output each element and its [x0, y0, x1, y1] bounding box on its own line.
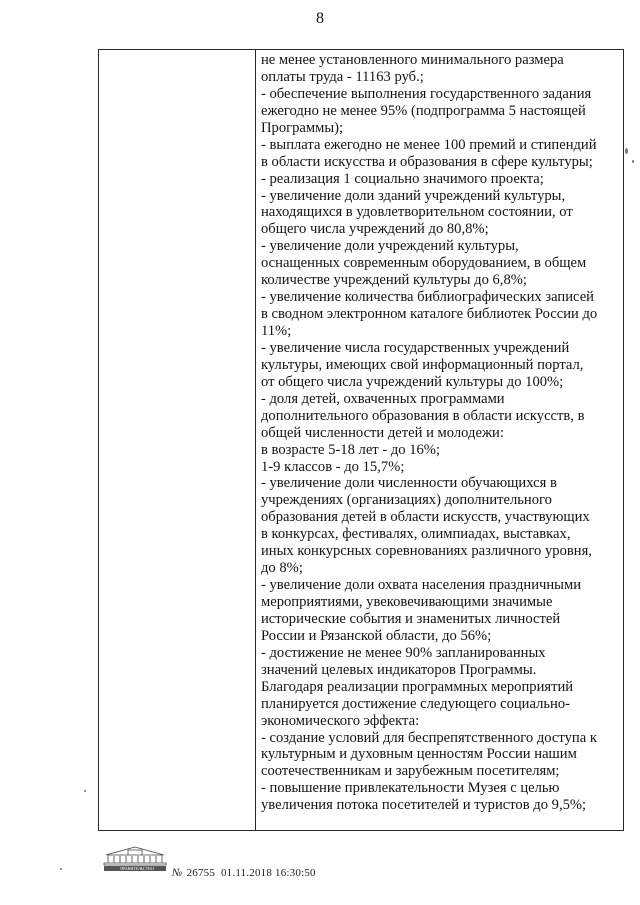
text-line: оснащенных современным оборудованием, в общем — [261, 255, 587, 272]
text-line: России и Рязанской области, до 56%; — [261, 627, 492, 644]
text-line: Благодаря реализации программных мероприятий — [261, 678, 574, 695]
text-line: - реализация 1 социально значимого проекта; — [261, 170, 544, 187]
text-line: в области искусства и образования в сфере культуры; — [261, 153, 593, 170]
text-line: соотечественникам и зарубежным посетителям; — [261, 763, 560, 780]
text-line: 11%; — [261, 323, 292, 339]
text-line: в конкурсах, фестивалях, олимпиадах, выставках, — [261, 526, 571, 543]
text-line: - увеличение доли численности обучающихся в — [261, 475, 557, 492]
text-line: - увеличение доли охвата населения праздничными — [261, 577, 582, 594]
text-line: - выплата ежегодно не менее 100 премий и стипендий — [261, 136, 597, 153]
text-line: - создание условий для беспрепятственного доступа к — [261, 729, 597, 746]
text-line: до 8%; — [261, 560, 303, 577]
text-line: учреждениях (организациях) дополнительного — [261, 492, 552, 509]
stamp-caption: ПРАВИТЕЛЬСТВО — [120, 866, 154, 871]
text-line: дополнительного образования в области искусств, в — [261, 407, 585, 424]
text-line: значений целевых индикаторов Программы. — [261, 661, 537, 678]
text-line: количестве учреждений культуры до 6,8%; — [261, 272, 527, 289]
scan-speck — [625, 148, 628, 154]
text-line: - достижение не менее 90% запланированных — [261, 644, 546, 661]
scan-speck — [60, 868, 62, 870]
scan-speck — [84, 790, 86, 792]
text-line: - увеличение числа государственных учреждений — [261, 339, 570, 356]
text-line: исторические события и знаменитых личностей — [261, 610, 561, 627]
right-cell-text — [261, 52, 623, 814]
text-line: в сводном электронном каталоге библиотек России до — [261, 306, 598, 323]
text-line: от общего числа учреждений культуры до 100%; — [261, 373, 564, 390]
column-divider — [255, 50, 256, 830]
text-line: оплаты труда - 11163 руб.; — [261, 68, 424, 85]
registration-number-symbol: № — [172, 867, 183, 879]
text-line: общей численности детей и молодежи: — [261, 424, 504, 441]
text-line: планируется достижение следующего социально- — [261, 695, 570, 712]
text-line: иных конкурсных соревнованиях различного уровня, — [261, 543, 592, 560]
text-line: культуры, имеющих свой информационный портал, — [261, 356, 584, 373]
text-line: находящихся в удовлетворительном состоянии, от — [261, 204, 573, 221]
text-line: - повышение привлекательности Музея с целью — [261, 780, 560, 797]
registration-text: 26755 01.11.2018 16:30:50 — [186, 867, 316, 879]
text-line: мероприятиями, увековечивающими значимые — [261, 594, 553, 610]
page-number: 8 — [316, 10, 324, 27]
text-line: образования детей в области искусств, участвующих — [261, 509, 590, 526]
scan-speck — [632, 160, 634, 163]
text-line: 1-9 классов - до 15,7%; — [261, 458, 405, 475]
text-line: увеличения потока посетителей и туристов до 9,5%; — [261, 797, 587, 814]
footer — [100, 843, 460, 883]
text-line: - увеличение количества библиографических записей — [261, 289, 594, 306]
text-line: культурным и духовным ценностям России нашим — [261, 746, 577, 763]
text-line: - доля детей, охваченных программами — [261, 390, 505, 407]
text-line: ежегодно не менее 95% (подпрограмма 5 настоящей — [261, 102, 586, 119]
text-line: - увеличение доли зданий учреждений культуры, — [261, 187, 566, 204]
text-line: в возрасте 5-18 лет - до 16%; — [261, 441, 441, 458]
text-line: не менее установленного минимального размера — [261, 52, 564, 68]
text-line: экономического эффекта: — [261, 712, 420, 729]
document-table — [98, 49, 624, 831]
text-line: общего числа учреждений до 80,8%; — [261, 221, 489, 238]
registration-stamp — [172, 867, 316, 879]
text-line: Программы); — [261, 119, 344, 136]
text-line: - увеличение доли учреждений культуры, — [261, 238, 519, 255]
text-line: - обеспечение выполнения государственного задания — [261, 85, 592, 102]
